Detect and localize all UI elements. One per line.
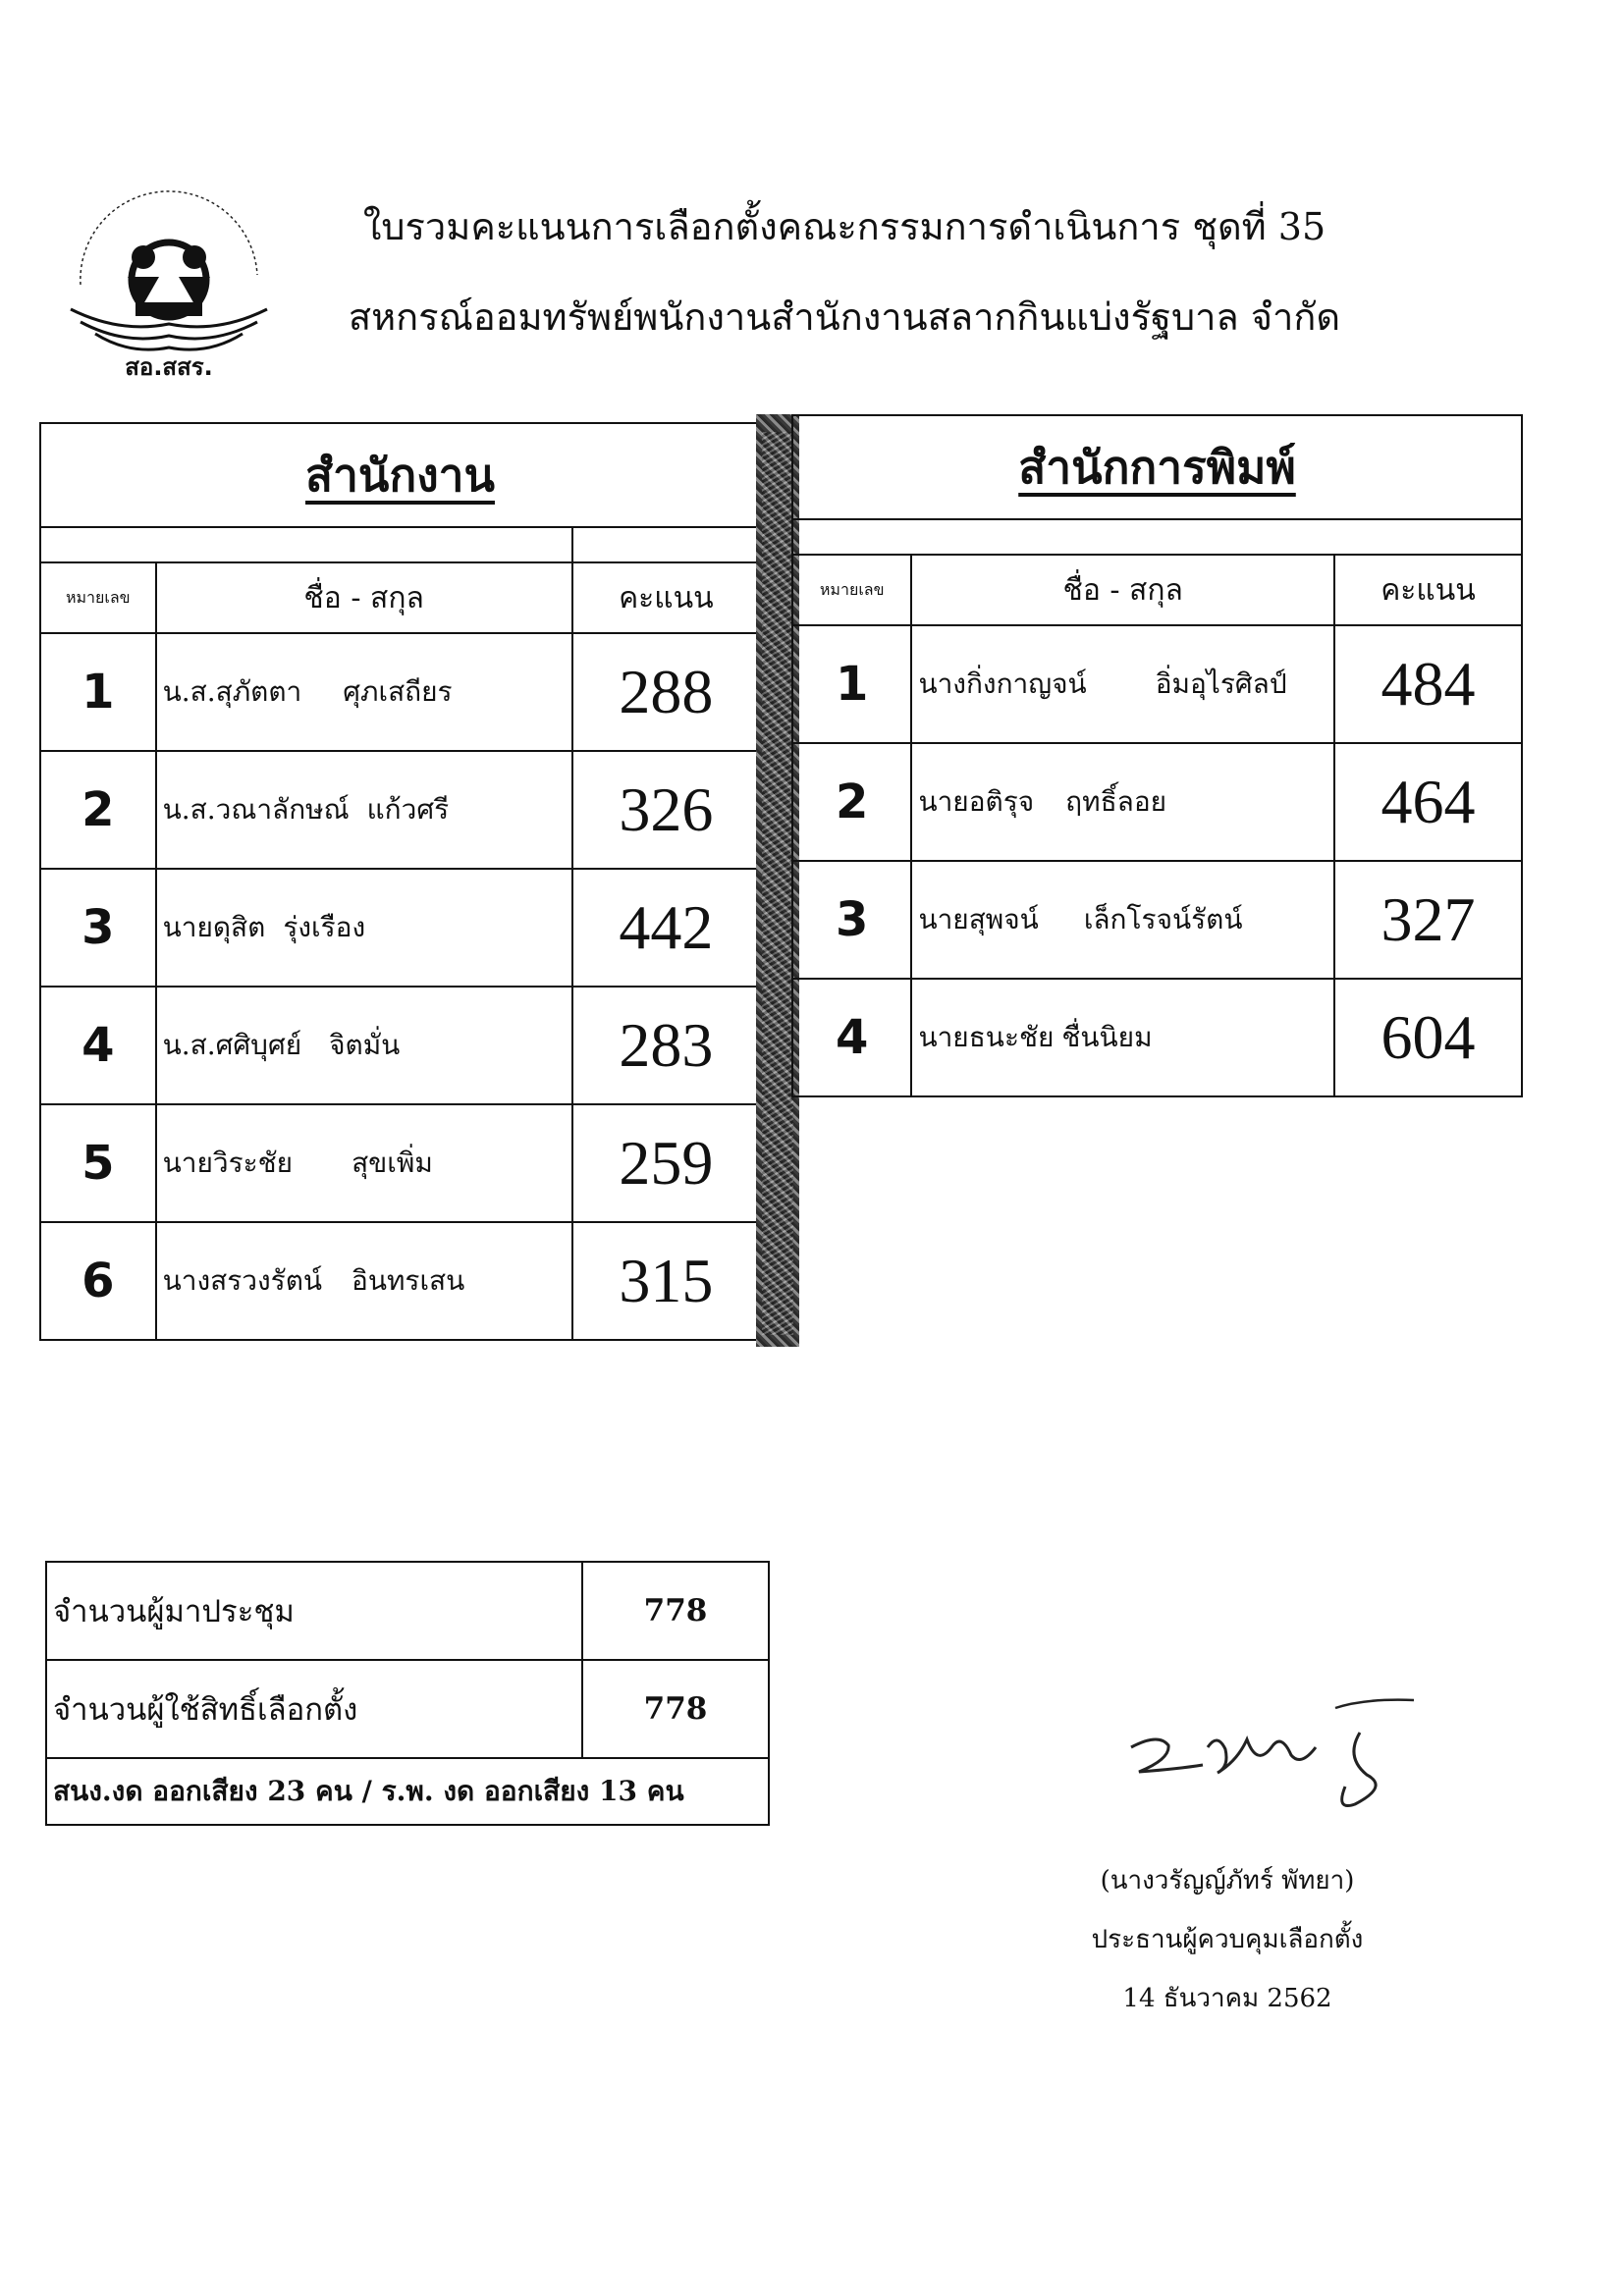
candidate-name — [911, 861, 1334, 979]
document-title: ใบรวมคะแนนการเลือกตั้งคณะกรรมการดำเนินการ ชุดที่ 35 — [362, 205, 1326, 248]
candidate-score: 288 — [572, 633, 760, 751]
candidate-name — [911, 979, 1334, 1096]
candidate-last-name: ฤทธิ์ลอย — [1065, 785, 1167, 818]
candidate-first-name: นายวิระชัย — [162, 1147, 294, 1179]
attendees-label: จำนวนผู้มาประชุม — [46, 1562, 582, 1660]
table-divider-texture — [762, 432, 793, 1335]
candidate-score: 442 — [572, 869, 760, 987]
candidate-last-name: อิ่มอุไรศิลป์ — [1155, 667, 1287, 700]
attendees-count: 778 — [582, 1562, 769, 1660]
candidate-last-name: รุ่งเรือง — [283, 911, 366, 943]
voters-count: 778 — [582, 1660, 769, 1758]
candidate-number: 2 — [40, 751, 156, 869]
candidate-name — [156, 987, 572, 1104]
table-row — [40, 751, 760, 869]
table-row — [40, 987, 760, 1104]
candidate-score: 327 — [1334, 861, 1522, 979]
candidate-last-name: ศุภเสถียร — [343, 675, 453, 708]
candidate-number: 1 — [40, 633, 156, 751]
candidate-name — [911, 743, 1334, 861]
column-header-number: หมายเลข — [40, 562, 156, 633]
table-row — [792, 625, 1522, 743]
chairperson-name: (นางวรัญญ์ภัทร์ พัทยา) — [1100, 1866, 1355, 1896]
abstain-note: สนง.งด ออกเสียง 23 คน / ร.พ. งด ออกเสียง 13 คน — [46, 1758, 769, 1825]
candidate-name — [156, 1222, 572, 1340]
vote-summary-table — [45, 1561, 770, 1826]
candidate-number: 1 — [792, 625, 911, 743]
candidate-first-name: นายสุพจน์ — [918, 903, 1039, 935]
candidate-first-name: นางกิ่งกาญจน์ — [918, 667, 1087, 700]
candidate-last-name: จิตมั่น — [329, 1029, 401, 1061]
candidate-last-name: ชื่นนิยม — [1061, 1021, 1153, 1053]
candidate-name — [156, 1104, 572, 1222]
table-row — [792, 861, 1522, 979]
candidate-number: 6 — [40, 1222, 156, 1340]
candidate-name — [156, 751, 572, 869]
column-header-name: ชื่อ - สกุล — [911, 555, 1334, 625]
candidate-first-name: น.ส.สุภัตตา — [162, 675, 302, 708]
candidate-score: 484 — [1334, 625, 1522, 743]
candidate-first-name: นายดุสิต — [162, 911, 266, 943]
table-row — [792, 743, 1522, 861]
candidate-first-name: นางสรวงรัตน์ — [162, 1264, 323, 1297]
cooperative-logo — [41, 187, 297, 383]
candidate-score: 283 — [572, 987, 760, 1104]
candidate-number: 4 — [792, 979, 911, 1096]
voters-label: จำนวนผู้ใช้สิทธิ์เลือกตั้ง — [46, 1660, 582, 1758]
candidate-first-name: นายธนะชัย — [918, 1021, 1055, 1053]
document-date: 14 ธันวาคม 2562 — [1122, 1984, 1332, 2013]
candidate-score: 326 — [572, 751, 760, 869]
column-header-number: หมายเลข — [792, 555, 911, 625]
logo-text: สอ.สสร. — [125, 353, 213, 381]
candidate-number: 5 — [40, 1104, 156, 1222]
candidate-first-name: น.ส.วณาลักษณ์ — [162, 793, 350, 826]
cooperative-name: สหกรณ์ออมทรัพย์พนักงานสำนักงานสลากกินแบ่งรัฐบาล จำกัด — [348, 295, 1341, 339]
candidate-first-name: น.ส.ศศิบุศย์ — [162, 1029, 302, 1061]
candidate-last-name: สุขเพิ่ม — [352, 1147, 433, 1179]
chairperson-role: ประธานผู้ควบคุมเลือกตั้ง — [1091, 1925, 1364, 1954]
candidate-score: 259 — [572, 1104, 760, 1222]
handwritten-signature — [1110, 1679, 1424, 1826]
candidate-name — [911, 625, 1334, 743]
printing-results-table — [791, 414, 1523, 1097]
candidate-name — [156, 869, 572, 987]
table-row — [40, 869, 760, 987]
candidate-score: 315 — [572, 1222, 760, 1340]
candidate-number: 3 — [792, 861, 911, 979]
candidate-last-name: อินทรเสน — [352, 1264, 465, 1297]
table-row — [40, 1104, 760, 1222]
candidate-first-name: นายอติรุจ — [918, 785, 1035, 818]
column-header-score: คะแนน — [1334, 555, 1522, 625]
office-results-table — [39, 422, 761, 1341]
table-row — [40, 1222, 760, 1340]
office-section-title: สำนักงาน — [305, 448, 495, 502]
column-header-score: คะแนน — [572, 562, 760, 633]
printing-section-title: สำนักการพิมพ์ — [1018, 440, 1296, 494]
candidate-number: 3 — [40, 869, 156, 987]
candidate-score: 464 — [1334, 743, 1522, 861]
column-header-name: ชื่อ - สกุล — [156, 562, 572, 633]
candidate-number: 4 — [40, 987, 156, 1104]
table-row — [40, 633, 760, 751]
candidate-last-name: แก้วศรี — [366, 793, 450, 826]
candidate-last-name: เล็กโรจน์รัตน์ — [1083, 903, 1243, 935]
table-row — [792, 979, 1522, 1096]
candidate-name — [156, 633, 572, 751]
candidate-score: 604 — [1334, 979, 1522, 1096]
candidate-number: 2 — [792, 743, 911, 861]
